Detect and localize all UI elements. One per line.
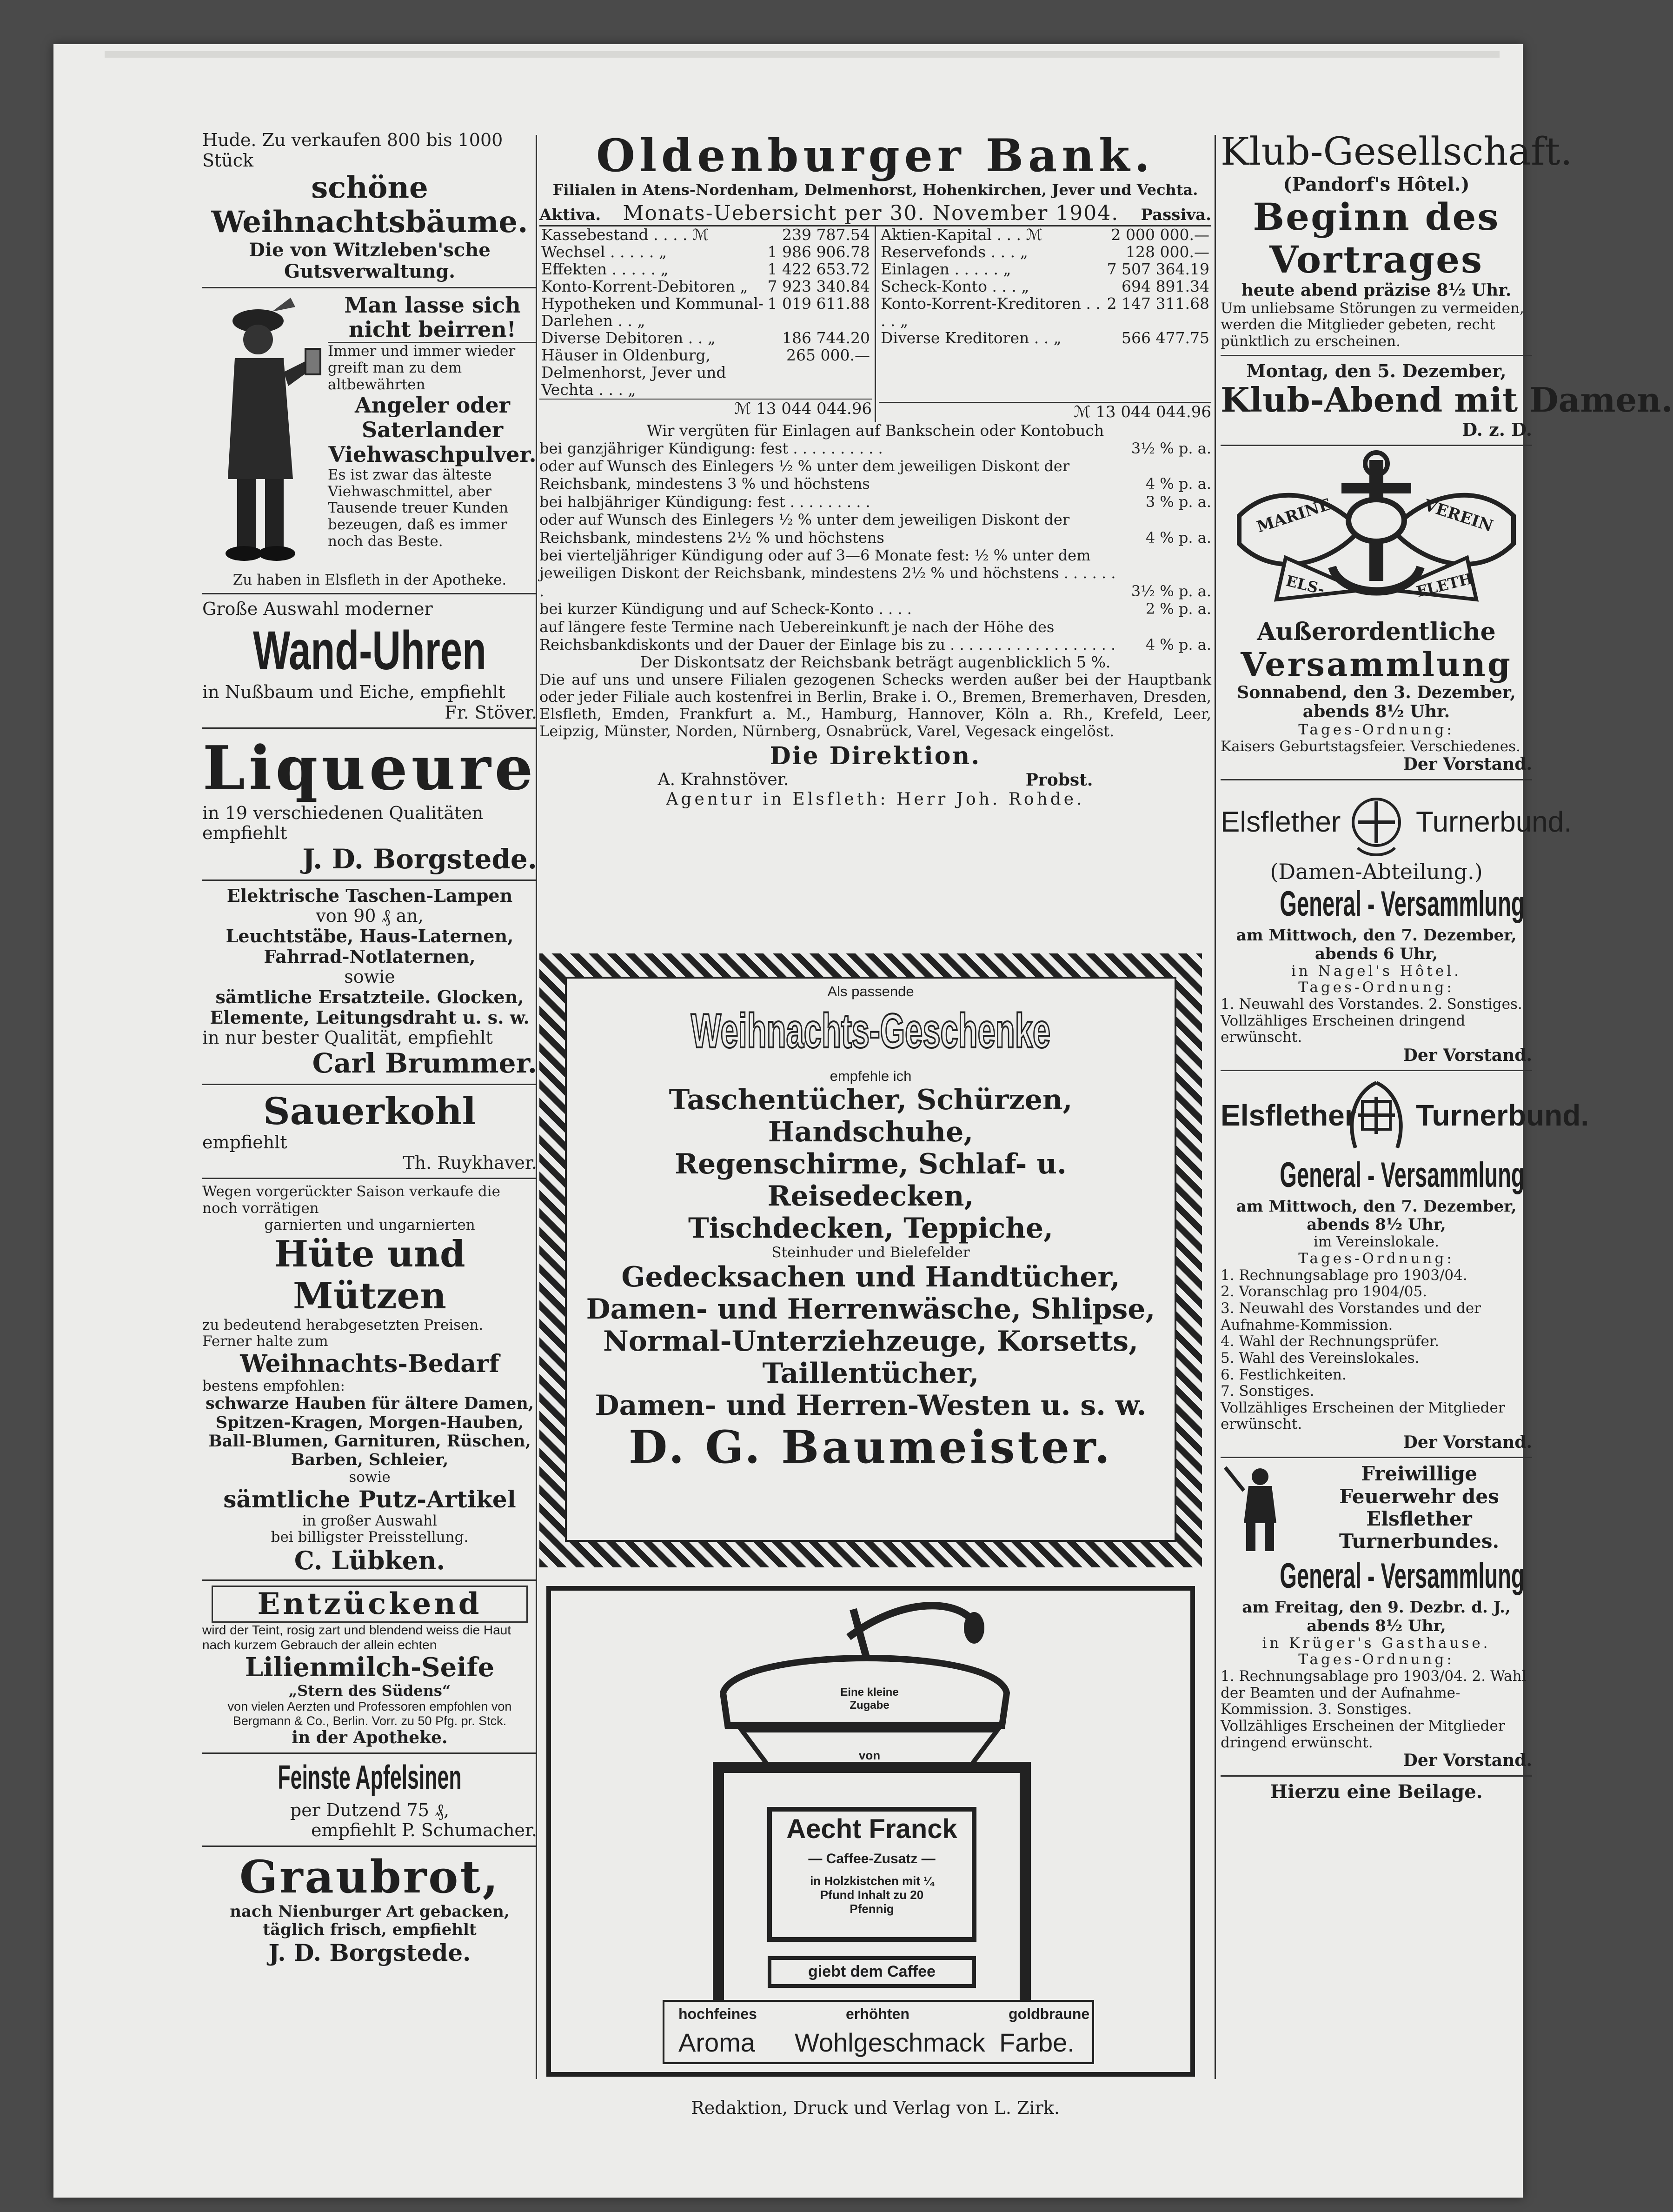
els-label: ELS-: [1284, 572, 1327, 599]
wohlgeschmack: Wohlgeschmack: [795, 2028, 985, 2057]
uhren-intro: Große Auswahl moderner: [202, 599, 433, 620]
aktiva-value: 1 986 906.78: [767, 243, 870, 261]
passiva-row: [879, 244, 1211, 261]
gv1-title-wrap: [1221, 884, 1532, 926]
preise-line: zu bedeutend herabgesetzten Preisen.: [202, 1316, 484, 1333]
interest-rates: [539, 440, 1211, 654]
rate-row: [539, 618, 1211, 654]
aktiva-list: [539, 227, 876, 421]
pandorf-hotel: (Pandorf's Hôtel.): [1283, 173, 1470, 196]
wand-uhren-title: Wand-Uhren: [253, 620, 486, 681]
aktiva-value: 239 787.54: [782, 226, 870, 244]
vorstand-signature-1: Der Vorstand.: [1403, 754, 1532, 774]
saison-intro: Wegen vorgerückter Saison verkaufe die noch vorrätigen: [202, 1183, 500, 1217]
hauben-list: schwarze Hauben für ältere Damen, Spitzen-Kragen, Morgen-Hauben, Ball-Blumen, Garnituren, Rüschen, Barben, Schleier,: [206, 1394, 534, 1470]
lilienmilch-title: Lilienmilch-Seife: [245, 1652, 495, 1683]
erhoehten: erhöhten: [846, 2005, 910, 2022]
apfelsinen-title-wrap: [202, 1759, 537, 1800]
gv1-title: General - Versammlung: [1280, 884, 1525, 924]
borgstede-signature-2: J. D. Borgstede.: [268, 1939, 471, 1966]
liqueure-desc: in 19 verschiedenen Qualitäten empfiehlt: [202, 802, 484, 844]
rate-value: 3 % p. a.: [1145, 493, 1211, 511]
sonnabend-line: Sonnabend, den 3. Dezember, abends 8½ Uhr.: [1237, 683, 1516, 722]
tages-ordnung-2: Tages-Ordnung:: [1298, 979, 1454, 996]
sauerkohl-empfiehlt: empfiehlt: [202, 1132, 287, 1153]
agenda-item: 7. Sonstiges.: [1221, 1383, 1314, 1400]
versammlung-title: Versammlung: [1241, 645, 1512, 684]
vollzaehlig-3: Vollzähliges Erscheinen der Mitglieder dringend erwünscht.: [1221, 1717, 1505, 1751]
gv2-title-wrap: [1221, 1155, 1532, 1198]
lasse-headline: Man lasse sich nicht beirren!: [328, 293, 537, 344]
klub-title: Klub-Gesellschaft.: [1221, 130, 1573, 174]
goldbraune: goldbraune: [1009, 2005, 1090, 2022]
monats-uebersicht: Monats-Uebersicht per 30. November 1904.: [623, 201, 1119, 226]
item-line-7: Taillentücher,: [762, 1357, 979, 1390]
verguetung-intro: Wir vergüten für Einlagen auf Bankschein oder Kontobuch: [646, 421, 1104, 440]
nagel-hotel: in Nagel's Hôtel.: [1291, 962, 1461, 979]
kaisers-line: Kaisers Geburtstagsfeier. Verschiedenes.: [1221, 738, 1520, 755]
rate-condition: bei halbjähriger Kündigung: fest . . . . . . . . .: [539, 493, 870, 511]
weihnachtsbaeume-title: schöne Weihnachtsbäume.: [211, 170, 528, 240]
agenda-item: 6. Festlichkeiten.: [1221, 1366, 1347, 1383]
stoerungen-note: Um unliebsame Störungen zu vermeiden, werden die Mitglieder gebeten, recht pünktlich zu erscheinen.: [1221, 300, 1524, 350]
lasse-body-2: Es ist zwar das älteste Viehwaschmittel, aber Tausende treuer Kunden bezeugen, daß es immer noch das Beste.: [328, 466, 509, 550]
rate-value: 4 % p. a.: [1145, 635, 1211, 653]
fireman-icon: [1221, 1463, 1300, 1556]
aroma: Aroma: [678, 2028, 755, 2057]
item-line-5: Damen- und Herrenwäsche, Shlipse,: [586, 1293, 1155, 1326]
aktiva-value: 265 000.—: [786, 346, 870, 364]
graubrot-title: Graubrot,: [239, 1850, 500, 1903]
farbe: Farbe.: [999, 2028, 1075, 2057]
bank-filialen: Filialen in Atens-Nordenham, Delmenhorst, Hohenkirchen, Jever und Vechta.: [552, 181, 1198, 199]
marine-label: MARINE: [1254, 495, 1334, 537]
bank-balance: [539, 227, 1211, 421]
von-label: von: [858, 1748, 881, 1762]
item-line-2: Regenschirme, Schlaf- u. Reisedecken,: [675, 1148, 1067, 1213]
lasse-body: Immer und immer wieder greift man zu dem altbewährten: [328, 343, 516, 393]
turnerbund-header-2: [1221, 1076, 1589, 1155]
aktiva-label: Wechsel . . . . . „: [541, 243, 667, 261]
rate-row: [539, 440, 1211, 457]
agenda-item: 5. Wahl des Vereinslokales.: [1221, 1349, 1420, 1366]
passiva-label: Diverse Kreditoren . . „: [881, 328, 1062, 347]
brummer-signature: Carl Brummer.: [312, 1047, 537, 1079]
passiva-value: 694 891.34: [1122, 277, 1209, 296]
agenda-item: 2. Voranschlag pro 1904/05.: [1221, 1283, 1427, 1300]
gv3-title: General - Versammlung: [1280, 1556, 1525, 1596]
fleth-label: FLETH: [1414, 569, 1475, 601]
column-rule: [1215, 135, 1216, 2079]
aktiva-row: [539, 295, 872, 330]
turnerbund-label: Turnerbund.: [1416, 806, 1572, 838]
borgstede-signature: J. D. Borgstede.: [302, 843, 537, 875]
aktiva-value: 1 422 653.72: [767, 260, 870, 279]
passiva-label: Konto-Korrent-Kreditoren . . . . „: [881, 294, 1101, 330]
vollzaehlig-1: Vollzähliges Erscheinen dringend erwünscht.: [1221, 1012, 1466, 1046]
passiva-row: [879, 278, 1211, 295]
apotheke-note-2: in der Apotheke.: [292, 1728, 448, 1748]
rate-condition: oder auf Wunsch des Einlegers ½ % unter dem jeweiligen Diskont der Reichsbank, mindestens 3 % und höchstens: [539, 457, 1070, 493]
beilage-note: Hierzu eine Beilage.: [1270, 1780, 1483, 1803]
bestens-line: bestens empfohlen:: [202, 1377, 345, 1394]
passiva-value: 2 147 311.68: [1107, 294, 1209, 313]
rate-condition: auf längere feste Termine nach Uebereinkunft je nach der Höhe des Reichsbankdiskonts und der Dauer der Einlage bis zu . . . . . . . . . . . . . . . . . .: [539, 618, 1116, 653]
ruykhaver-signature: Th. Ruykhaver.: [403, 1152, 537, 1173]
passiva-list: [876, 227, 1211, 421]
to3-list: [1221, 1267, 1532, 1400]
aktiva-value: 7 923 340.84: [767, 277, 870, 296]
man-with-lantern-icon: [202, 293, 323, 572]
to4-items: 1. Rechnungsablage pro 1903/04. 2. Wahl der Beamten und der Aufnahme-Kommission. 3. Sonstiges.: [1221, 1667, 1527, 1718]
holzkistchen-text: in Holzkistchen mit ¼ Pfund Inhalt zu 20 Pfennig: [810, 1874, 934, 1916]
aktiva-total: ℳ 13 044 044.96: [734, 399, 872, 418]
rate-condition: bei ganzjähriger Kündigung: fest . . . . . . . . . .: [539, 439, 883, 457]
teint-text: wird der Teint, rosig zart und blendend weiss die Haut nach kurzem Gebrauch der allein echten: [202, 1622, 511, 1652]
imprint-footer: Redaktion, Druck und Verlag von L. Zirk.: [691, 2098, 1060, 2118]
verein-label: VEREIN: [1421, 496, 1495, 536]
rate-row: [539, 511, 1211, 546]
klub-abend-title: Klub-Abend mit Damen.: [1221, 380, 1673, 420]
turner-cross-icon: [1348, 787, 1404, 857]
aecht-franck: Aecht Franck: [786, 1814, 957, 1844]
agentur-line: Agentur in Elsfleth: Herr Joh. Rohde.: [666, 790, 1085, 809]
gv3-title-wrap: [1221, 1556, 1532, 1599]
aktiva-row: [539, 347, 872, 399]
aerzte-text: von vielen Aerzten und Professoren empfohlen von Bergmann & Co., Berlin. Vorr. zu 50 Pfg. pr. Stck.: [227, 1699, 512, 1728]
baumeister-ad: [565, 977, 1176, 1542]
passiva-value: 566 477.75: [1122, 328, 1209, 347]
franck-slogan-bar: [663, 2000, 1094, 2064]
left-column: [202, 130, 537, 1966]
right-column: [1221, 130, 1673, 1803]
turner-wreath-icon: [1346, 1078, 1407, 1153]
aktiva-label: Aktiva.: [539, 206, 601, 225]
mittwoch-line-1: am Mittwoch, den 7. Dezember, abends 6 Uhr,: [1236, 926, 1517, 963]
vereinslokale: im Vereinslokale.: [1314, 1233, 1439, 1251]
rate-value: 4 % p. a.: [1145, 475, 1211, 493]
graubrot-desc: nach Nienburger Art gebacken, täglich frisch, empfiehlt: [230, 1902, 510, 1939]
passiva-value: 128 000.—: [1126, 243, 1209, 261]
diskontsatz-line: Der Diskontsatz der Reichsbank beträgt augenblicklich 5 %.: [640, 653, 1111, 672]
dzd-signature: D. z. D.: [1462, 419, 1532, 440]
wand-uhren-title-wrap: [202, 620, 537, 682]
apotheke-note: Zu haben in Elsfleth in der Apotheke.: [232, 571, 507, 588]
hude-ad-intro: Hude. Zu verkaufen 800 bis 1000 Stück: [202, 130, 503, 171]
turnerbund-header-1: [1221, 785, 1572, 859]
direktion-names: [539, 770, 1211, 790]
putz-artikel-title: sämtliche Putz-Artikel: [223, 1486, 516, 1513]
viehwaschpulver-name: Angeler oder Saterlander Viehwaschpulver.: [328, 393, 537, 467]
sauerkohl-title: Sauerkohl: [263, 1089, 477, 1133]
aktiva-label: Kassebestand . . . . ℳ: [541, 226, 709, 244]
passiva-row: [879, 295, 1211, 330]
entzueckend-title: Entzückend: [212, 1586, 528, 1623]
aktiva-value: 1 019 611.88: [767, 294, 870, 313]
huete-title: Hüte und Mützen: [274, 1233, 465, 1317]
als-passende: Als passende: [827, 983, 914, 999]
elsflether-label: Elsflether: [1221, 806, 1341, 838]
passiva-row: [879, 261, 1211, 278]
item-line-6: Normal-Unterziehzeuge, Korsetts,: [603, 1325, 1138, 1358]
gv2-title: General - Versammlung: [1280, 1155, 1525, 1195]
rate-condition: bei vierteljähriger Kündigung oder auf 3—6 Monate fest: ½ % unter dem jeweiligen Diskont der Reichsbank, mindestens 2½ % und höchstens . . . . . . .: [539, 546, 1116, 600]
rate-row: [539, 600, 1211, 618]
empfehle-ich: empfehle ich: [830, 1067, 912, 1084]
passiva-row: [879, 330, 1211, 347]
aktiva-total-row: [539, 399, 872, 419]
schumacher-signature: empfiehlt P. Schumacher.: [311, 1820, 537, 1841]
vorstand-signature-3: Der Vorstand.: [1403, 1432, 1532, 1452]
item-line-4: Gedecksachen und Handtücher,: [621, 1260, 1120, 1293]
passiva-label: Einlagen . . . . . „: [881, 260, 1011, 279]
stern-des-suedens: „Stern des Südens“: [288, 1682, 451, 1700]
center-column: [539, 130, 1211, 809]
giebt-dem-caffee: giebt dem Caffee: [808, 1963, 936, 1980]
heute-abend: heute abend präzise 8½ Uhr.: [1241, 280, 1512, 300]
tages-ordnung-3: Tages-Ordnung:: [1298, 1250, 1454, 1267]
schecks-text: Die auf uns und unsere Filialen gezogenen Schecks werden außer bei der Hauptbank oder jeder Filiale auch kostenfrei in Berlin, Brake i. O., Bremen, Bremerhaven, Dresden, Elsfleth, Emden, Frankfurt a. M., Hamburg, Hannover, Köln a. Rh., Krefeld, Leer, Leipzig, Münster, Norden, Nürnberg, Osnabrück, Varel, Vegesack eingelöst.: [539, 671, 1211, 740]
uhren-material: in Nußbaum und Eiche, empfiehlt: [202, 681, 505, 702]
vollzaehlig-2: Vollzähliges Erscheinen der Mitglieder erwünscht.: [1221, 1399, 1505, 1433]
weihnachtsbedarf-title: Weihnachts-Bedarf: [240, 1349, 499, 1378]
page-edge: [105, 51, 1500, 58]
sowie-2: sowie: [349, 1469, 391, 1486]
liqueure-title: Liqueure: [202, 733, 537, 804]
item-line-3: Tischdecken, Teppiche,: [688, 1212, 1054, 1245]
aktiva-row: [539, 227, 872, 244]
steinhuder-line: Steinhuder und Bielefelder: [771, 1244, 970, 1261]
ausserordentliche: Außerordentliche: [1257, 617, 1496, 646]
item-line-1: Taschentücher, Schürzen, Handschuhe,: [669, 1084, 1073, 1149]
aktiva-row: [539, 330, 872, 347]
taschenlampen-price: von 90 ₰ an,: [316, 905, 424, 926]
rate-condition: bei kurzer Kündigung und auf Scheck-Konto . . . .: [539, 600, 912, 618]
rate-condition: oder auf Wunsch des Einlegers ½ % unter dem jeweiligen Diskont der Reichsbank, mindestens 2½ % und höchstens: [539, 511, 1070, 546]
damen-abteilung: (Damen-Abteilung.): [1270, 859, 1483, 884]
tages-ordnung-1: Tages-Ordnung:: [1298, 721, 1454, 738]
aktiva-row: [539, 261, 872, 278]
elsflether-label-2: Elsflether: [1221, 1098, 1356, 1132]
krueger-gasthaus: in Krüger's Gasthause.: [1262, 1634, 1491, 1652]
apfelsinen-title: Feinste Apfelsinen: [278, 1759, 462, 1796]
turnerbund-label-2: Turnerbund.: [1416, 1098, 1589, 1132]
taschenlampen-title: Elektrische Taschen-Lampen: [226, 885, 513, 906]
probst: Probst.: [1025, 770, 1093, 790]
agenda-item: 1. Rechnungsablage pro 1903/04.: [1221, 1266, 1467, 1284]
rate-value: 3½ % p. a.: [1131, 582, 1211, 600]
bank-header-row: [539, 201, 1211, 227]
zugabe-label: Eine kleine Zugabe: [840, 1686, 899, 1712]
beginn-title: Beginn des Vortrages: [1253, 195, 1500, 282]
vorstand-signature-4: Der Vorstand.: [1403, 1751, 1532, 1771]
feuerwehr-title: Freiwillige Feuerwehr des Elsflether Turnerbundes.: [1339, 1462, 1500, 1553]
passiva-label: Passiva.: [1141, 206, 1211, 225]
luebken-signature: C. Lübken.: [294, 1545, 445, 1575]
mittwoch-line-2: am Mittwoch, den 7. Dezember, abends 8½ Uhr,: [1236, 1197, 1517, 1234]
direktion-label: Die Direktion.: [770, 742, 981, 771]
qualitaet-note: in nur bester Qualität, empfiehlt: [202, 1027, 493, 1048]
apfelsinen-price: per Dutzend 75 ₰,: [290, 1799, 450, 1820]
witzleben-signature: Die von Witzleben'sche Gutsverwaltung.: [249, 239, 491, 282]
garniert-line: garnierten und ungarnierten: [264, 1216, 475, 1233]
baumeister-name: D. G. Baumeister.: [629, 1420, 1113, 1473]
caffee-zusatz: — Caffee-Zusatz —: [808, 1851, 936, 1866]
rate-value: 4 % p. a.: [1145, 528, 1211, 546]
aktiva-row: [539, 278, 872, 295]
passiva-label: Aktien-Kapital . . . ℳ: [881, 226, 1042, 244]
passiva-value: 7 507 364.19: [1107, 260, 1209, 279]
rate-row: [539, 457, 1211, 493]
franck-ad: [546, 1586, 1195, 2077]
rate-value: 3½ % p. a.: [1131, 439, 1211, 457]
rate-row: [539, 546, 1211, 600]
feuerwehr-header: [1221, 1463, 1532, 1556]
item-line-8: Damen- und Herren-Westen u. s. w.: [595, 1389, 1147, 1422]
stoever-signature: Fr. Stöver.: [445, 702, 537, 723]
rate-row: [539, 493, 1211, 511]
passiva-total-row: [879, 402, 1211, 422]
aktiva-label: Konto-Korrent-Debitoren „: [541, 277, 748, 296]
aktiva-row: [539, 244, 872, 261]
passiva-row: [879, 227, 1211, 244]
rate-value: 2 % p. a.: [1145, 600, 1211, 618]
preisstellung-line: bei billigster Preisstellung.: [271, 1529, 469, 1546]
baumeister-ad-frame: [539, 953, 1202, 1567]
hochfeines: hochfeines: [678, 2005, 757, 2022]
to2-items: 1. Neuwahl des Vorstandes. 2. Sonstiges.: [1221, 995, 1522, 1013]
tages-ordnung-4: Tages-Ordnung:: [1298, 1651, 1454, 1668]
marine-verein-emblem: [1221, 451, 1532, 618]
viehwaschpulver-ad: [202, 293, 537, 572]
passiva-label: Scheck-Konto . . . „: [881, 277, 1029, 296]
freitag-line: am Freitag, den 9. Dezbr. d. J., abends 8½ Uhr,: [1242, 1598, 1511, 1635]
geschenke-title: Weihnachts-Geschenke: [690, 1004, 1051, 1058]
montag-line: Montag, den 5. Dezember,: [1246, 360, 1507, 381]
passiva-label: Reservefonds . . . „: [881, 243, 1028, 261]
sowie-1: sowie: [344, 966, 395, 987]
passiva-total: ℳ 13 044 044.96: [1074, 402, 1211, 421]
aktiva-label: Effekten . . . . . „: [541, 260, 669, 279]
aktiva-value: 186 744.20: [782, 328, 870, 347]
bank-title: Oldenburger Bank.: [596, 129, 1155, 182]
aktiva-label: Hypotheken und Kommunal-Darlehen . . „: [541, 294, 763, 330]
krahnstoever: A. Krahnstöver.: [657, 770, 789, 790]
ersatzteile-list: sämtliche Ersatzteile. Glocken, Elemente, Leitungsdraht u. s. w.: [210, 986, 530, 1028]
aktiva-label: Diverse Debitoren . . „: [541, 328, 716, 347]
vorstand-signature-2: Der Vorstand.: [1403, 1045, 1532, 1065]
passiva-value: 2 000 000.—: [1111, 226, 1209, 244]
agenda-item: 3. Neuwahl des Vorstandes und der Aufnahme-Kommission.: [1221, 1299, 1481, 1333]
agenda-item: 4. Wahl der Rechnungsprüfer.: [1221, 1333, 1440, 1350]
auswahl-line: in großer Auswahl: [302, 1512, 437, 1529]
laternen-list: Leuchtstäbe, Haus-Laternen, Fahrrad-Notlaternen,: [226, 926, 514, 967]
ferner-line: Ferner halte zum: [202, 1333, 328, 1350]
aktiva-label: Häuser in Oldenburg, Delmenhorst, Jever und Vechta . . . „: [541, 346, 726, 399]
geschenke-title-wrap: [576, 1004, 1165, 1064]
